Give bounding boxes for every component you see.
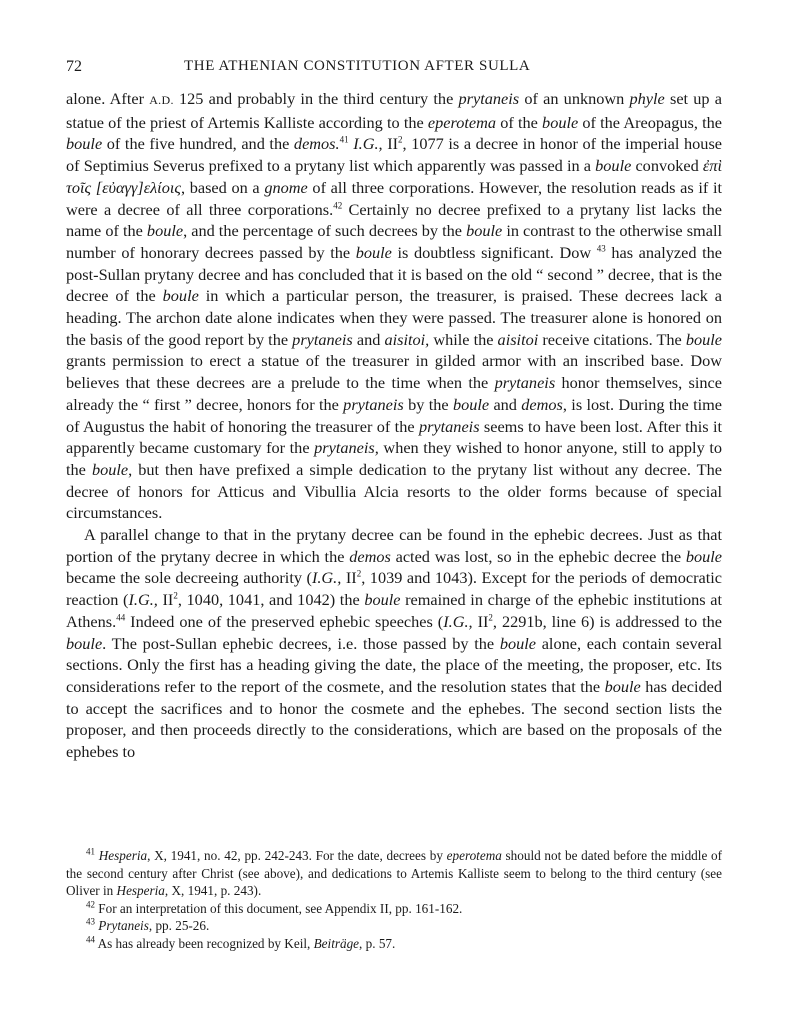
italic-run: ἐπὶ τοῖς [εὐαγγ]ελίοις <box>66 156 723 197</box>
text-run: in which a particular person, the treasurer, is praised. These decrees lack a heading. The archon date alone indicates when they were passed. The treasurer alone is honored on the basis of the good report by the <box>66 286 722 349</box>
text-run: II <box>472 611 489 631</box>
footnote-41 <box>66 847 722 900</box>
text-run: acted was lost, so in the ephebic decree the <box>390 546 686 566</box>
footnotes <box>66 847 722 953</box>
text-run: , p. 57. <box>359 935 396 951</box>
text-run: is doubtless significant. Dow <box>391 242 597 262</box>
italic-run: boule <box>542 112 579 132</box>
italic-run: boule <box>466 221 503 241</box>
text-run: , pp. 25-26. <box>148 918 210 934</box>
footnote-ref: 2 <box>488 612 493 623</box>
text-run: , is lost. During the time of Augustus the habit of honoring the treasurer of the <box>66 394 723 436</box>
footnote-43 <box>66 917 722 935</box>
text-run: , and the percentage of such decrees by the <box>183 221 467 241</box>
text-run: II <box>341 568 357 588</box>
italic-run: boule <box>685 329 723 349</box>
italic-run: boule <box>364 590 401 610</box>
italic-run: boule <box>604 676 641 696</box>
text-run: seems to have been lost. After this it apparently became customary for the <box>66 416 722 458</box>
text-run: receive citations. The <box>538 329 686 349</box>
text-run: set up a statue of the priest of Artemis Kalliste according to the <box>66 89 723 132</box>
footnote-ref: 41 <box>339 134 349 145</box>
italic-run: boule <box>146 221 184 241</box>
page-header <box>66 58 722 78</box>
text-run: II <box>157 590 174 610</box>
text-run: alone. After <box>66 89 150 108</box>
italic-run: demos <box>521 394 563 414</box>
text-run: For an interpretation of this document, see Appendix II, pp. 161-162. <box>95 900 463 916</box>
italic-run: prytaneis, <box>314 438 379 458</box>
footnote-ref: 2 <box>398 134 403 145</box>
text-run: . The post-Sullan ephebic decrees, i.e. those passed by the <box>102 633 500 653</box>
italic-run: boule <box>66 633 103 653</box>
text-run: 125 and probably in the third century the <box>173 89 459 108</box>
italic-run: boule <box>66 134 103 154</box>
italic-run: Beiträge <box>313 935 360 951</box>
text-run: convoked <box>631 156 703 176</box>
text-run: and <box>352 329 385 349</box>
footnote-ref: 43 <box>86 916 95 927</box>
italic-run: prytaneis <box>458 89 520 108</box>
italic-run: phyle <box>629 89 665 108</box>
text-run: while the <box>429 329 498 349</box>
text-run: and <box>489 394 522 414</box>
text-run: remained in charge of the ephebic institutions at Athens. <box>66 590 723 631</box>
text-run: As has already been recognized by Keil, <box>95 935 314 951</box>
text-run: , X, 1941, p. 243). <box>164 883 262 899</box>
italic-run: prytaneis <box>418 416 480 436</box>
italic-run: boule <box>91 459 129 479</box>
italic-run: boule <box>452 394 490 414</box>
text-run: of the five hundred, and the <box>102 134 294 154</box>
italic-run: demos. <box>293 134 340 154</box>
text-run: Certainly no decree prefixed to a prytany list lacks the name of the <box>66 199 723 241</box>
italic-run: prytaneis <box>494 373 556 393</box>
italic-run: aisitoi <box>497 329 539 349</box>
italic-run: demos <box>349 546 391 566</box>
text-run: , 2291b, line 6) is addressed to the <box>492 611 722 631</box>
text-run: , 1040, 1041, and 1042) the <box>177 590 365 610</box>
paragraph-2 <box>66 524 722 763</box>
text-run: should not be dated before the middle of the second century after Christ (see above), and dedications to Artemis Kalliste seem to belong to the third century (see Oliver in <box>66 848 723 899</box>
italic-run: I.G., <box>128 590 158 610</box>
text-run: has analyzed the post-Sullan prytany decree and has concluded that it is based on the old “ second ” decree, that is the decree of the <box>66 242 722 306</box>
footnote-ref: 42 <box>333 200 343 211</box>
italic-run: boule <box>355 242 392 262</box>
footnote-ref: 41 <box>86 846 95 857</box>
paragraph-1 <box>66 88 722 524</box>
text-run: in contrast to the otherwise small number of honorary decrees passed by the <box>66 221 722 262</box>
text-run: grants permission to erect a statue of the treasurer in gilded armor with an inscribed base. Dow believes that these decrees are a prelude to the time when the <box>66 351 722 393</box>
italic-run: I.G., <box>311 568 342 588</box>
footnote-44 <box>66 935 722 953</box>
text-run: became the sole decreeing authority ( <box>66 568 312 588</box>
text-run: has decided to accept the sacrifices and to honor the cosmete and the ephebes. The second section lists the proposer, and then proceeds directly to the considerations, which are based on the proposals of the ephebes to <box>66 676 722 762</box>
text-run: , but then have prefixed a simple dedication to the prytany list without any decree. The decree of honors for Atticus and Vibullia Alcia resorts to the older forms because of special circumstances. <box>66 459 722 523</box>
text-run: when they wished to honor anyone, still to apply to the <box>66 438 722 479</box>
body-text <box>66 88 722 763</box>
italic-run: eperotema <box>427 112 497 132</box>
footnote-42 <box>66 900 722 918</box>
footnote-ref: 43 <box>596 243 606 254</box>
text-run: alone, each contain several sections. Only the first has a heading giving the date, the place of the meeting, the proposer, etc. Its considerations refer to the report of the cosmete, and the resolution states that the <box>66 633 722 696</box>
italic-run: prytaneis <box>343 394 404 414</box>
italic-run: Prytaneis <box>98 918 149 934</box>
italic-run: prytaneis <box>292 329 353 349</box>
text-run: , X, 1941, no. 42, pp. 242-243. For the date, decrees by <box>147 848 447 863</box>
text-run: of an unknown <box>519 89 630 108</box>
italic-run: Hesperia <box>98 848 148 863</box>
footnote-ref: 2 <box>173 590 178 601</box>
text-run: honor themselves, since already the “ first ” decree, honors for the <box>66 373 722 414</box>
running-head: THE ATHENIAN CONSTITUTION AFTER SULLA <box>184 58 531 74</box>
text-run: of the Areopagus, the <box>578 112 722 132</box>
italic-run: eperotema <box>446 848 502 863</box>
italic-run: Hesperia <box>116 883 165 899</box>
text-run: , based on a <box>180 177 265 197</box>
text-run: , 1039 and 1043). Except for the periods of democratic reaction ( <box>66 568 723 610</box>
italic-run: gnome <box>264 177 308 197</box>
italic-run: boule <box>685 546 722 566</box>
italic-run: I.G., <box>353 134 383 154</box>
italic-run: boule <box>162 286 199 306</box>
page-number: 72 <box>66 58 82 75</box>
text-run: II <box>382 134 399 154</box>
text-run: Indeed one of the preserved ephebic speeches ( <box>125 611 444 631</box>
footnote-ref: 42 <box>86 899 95 910</box>
footnote-ref: 44 <box>86 934 95 945</box>
italic-run: boule <box>595 156 632 176</box>
text-run: of the <box>496 112 543 132</box>
text-run: A parallel change to that in the prytany decree can be found in the ephebic decrees. Just as that portion of the prytany decree in which the <box>66 525 722 566</box>
italic-run: boule <box>499 633 536 653</box>
text-run: , 1077 is a decree in honor of the imperial house of Septimius Severus prefixed to a prytany list which apparently was passed in a <box>66 134 723 176</box>
text-run: of all three corporations. However, the resolution reads as if it were a decree of all three corporations. <box>66 177 723 219</box>
italic-run: aisitoi, <box>384 329 430 349</box>
italic-run: I.G., <box>443 611 473 631</box>
footnote-ref: 44 <box>116 612 126 623</box>
footnote-ref: 2 <box>356 569 362 580</box>
small-caps-run: A.D. <box>149 93 174 107</box>
text-run: by the <box>403 394 453 414</box>
